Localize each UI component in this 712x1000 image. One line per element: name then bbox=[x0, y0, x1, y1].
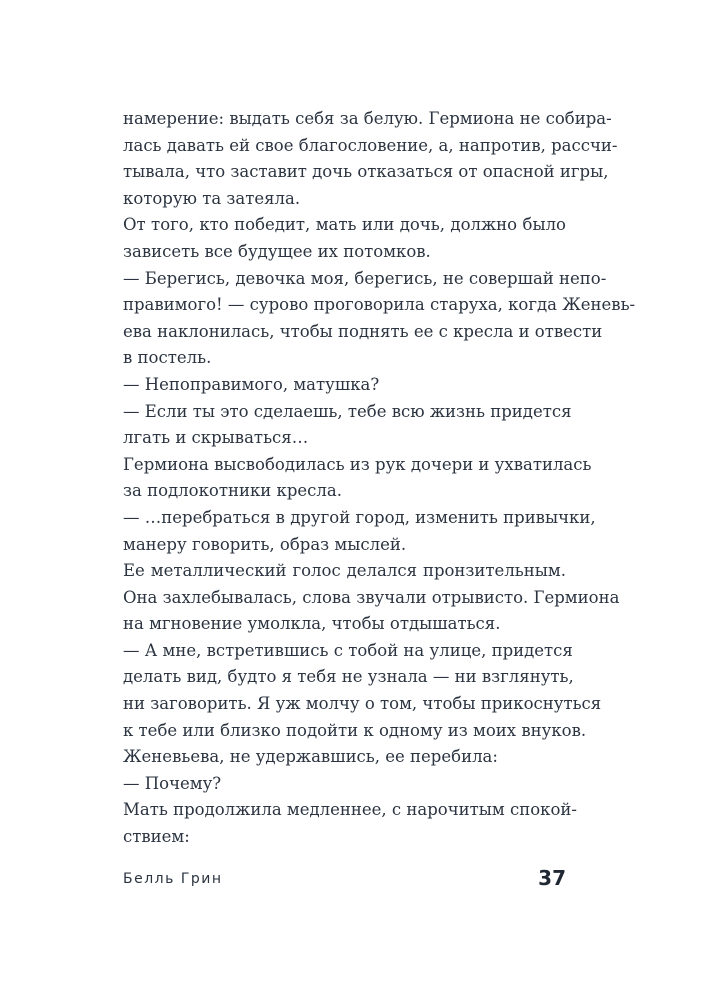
running-footer-author: Белль Грин bbox=[123, 871, 223, 887]
text-line: намерение: выдать себя за белую. Гермиона не собира- bbox=[123, 109, 612, 128]
text-line: Гермиона высвободилась из рук дочери и ухватилась bbox=[123, 454, 592, 474]
text-line: — Берегись, девочка моя, берегись, не совершай непо- bbox=[123, 268, 607, 288]
text-line: — …перебраться в другой город, изменить привычки, bbox=[123, 507, 596, 527]
text-line: ева наклонилась, чтобы поднять ее с кресла и отвести bbox=[123, 321, 603, 341]
text-line: зависеть все будущее их потомков. bbox=[123, 241, 431, 261]
text-line: — А мне, встретившись с тобой на улице, придется bbox=[123, 640, 573, 660]
text-line: Ее металлический голос делался пронзительным. bbox=[123, 561, 566, 581]
text-line: ствием: bbox=[123, 827, 190, 847]
text-line: лгать и скрываться… bbox=[123, 428, 309, 448]
text-line: которую та затеяла. bbox=[123, 188, 301, 208]
text-line: правимого! — сурово проговорила старуха, когда Женевь- bbox=[123, 295, 636, 315]
text-line: за подлокотники кресла. bbox=[123, 481, 342, 501]
page-number: 37 bbox=[538, 866, 566, 890]
body-text bbox=[123, 106, 636, 851]
text-line: ни заговорить. Я уж молчу о том, чтобы прикоснуться bbox=[123, 694, 602, 714]
text-line: делать вид, будто я тебя не узнала — ни взглянуть, bbox=[123, 667, 574, 687]
text-line: — Непоправимого, матушка? bbox=[123, 374, 380, 394]
text-line: От того, кто победит, мать или дочь, должно было bbox=[123, 215, 566, 235]
text-line: Мать продолжила медленнее, с нарочитым спокой- bbox=[123, 800, 577, 820]
text-line: на мгновение умолкла, чтобы отдышаться. bbox=[123, 614, 501, 634]
text-line: манеру говорить, образ мыслей. bbox=[123, 534, 407, 554]
text-line: — Почему? bbox=[123, 773, 222, 793]
text-line: Она захлебывалась, слова звучали отрывисто. Гермиона bbox=[123, 587, 620, 607]
text-line: — Если ты это сделаешь, тебе всю жизнь придется bbox=[123, 401, 572, 421]
text-line: тывала, что заставит дочь отказаться от опасной игры, bbox=[123, 162, 609, 182]
text-line: Женевьева, не удержавшись, ее перебила: bbox=[123, 747, 498, 767]
text-line: лась давать ей свое благословение, а, напротив, рассчи- bbox=[123, 135, 618, 155]
text-line: в постель. bbox=[123, 348, 212, 368]
text-line: к тебе или близко подойти к одному из моих внуков. bbox=[123, 720, 587, 740]
